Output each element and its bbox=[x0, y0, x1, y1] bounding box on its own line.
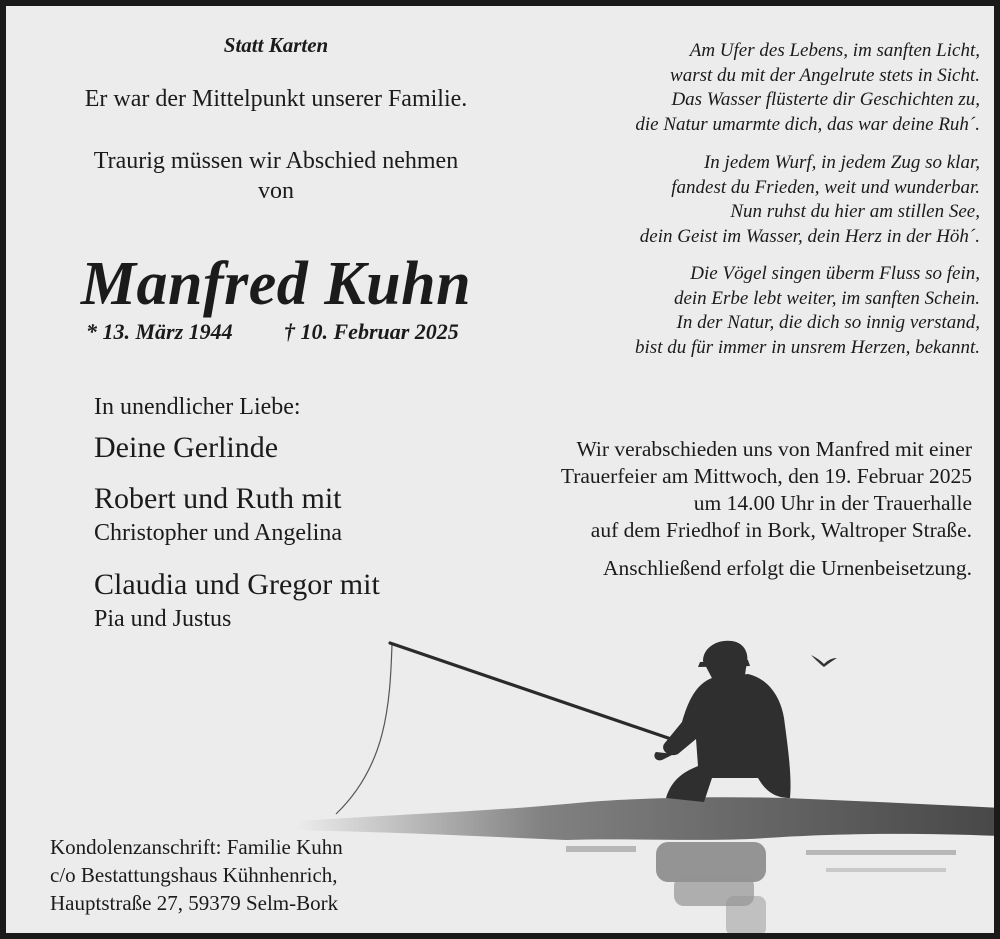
abschied-line-2: von bbox=[258, 178, 294, 204]
ceremony-line: auf dem Friedhof in Bork, Waltroper Straße. bbox=[590, 518, 972, 542]
poem-line: dein Erbe lebt weiter, im sanften Schein. bbox=[673, 287, 980, 309]
ceremony-note: Anschließend erfolgt die Urnenbeisetzung. bbox=[603, 556, 972, 580]
deceased-name: Manfred Kuhn bbox=[80, 250, 472, 318]
mourner-family-1-children: Christopher und Angelina bbox=[94, 520, 342, 546]
mourner-family-2-children: Pia und Justus bbox=[94, 606, 232, 632]
mourner-spouse: Deine Gerlinde bbox=[94, 431, 279, 464]
ceremony-line: um 14.00 Uhr in der Trauerhalle bbox=[693, 491, 972, 515]
mourner-family-2: Claudia und Gregor mit bbox=[94, 568, 380, 601]
bird-shape bbox=[811, 655, 837, 667]
tagline: Er war der Mittelpunkt unserer Familie. bbox=[84, 86, 468, 112]
shoreline-shape bbox=[296, 797, 1000, 840]
poem-stanza-2 bbox=[640, 151, 980, 249]
condolence-line-1: Kondolenzanschrift: Familie Kuhn bbox=[50, 835, 343, 859]
statt-karten-label: Statt Karten bbox=[223, 33, 329, 57]
poem-line: bist du für immer in unsrem Herzen, bekannt. bbox=[635, 336, 980, 358]
poem-line: fandest du Frieden, weit und wunderbar. bbox=[671, 176, 980, 198]
abschied-line-1: Traurig müssen wir Abschied nehmen bbox=[93, 148, 459, 174]
poem-line: In der Natur, die dich so innig verstand, bbox=[676, 312, 980, 333]
fishing-rod bbox=[390, 643, 674, 740]
poem-line: die Natur umarmte dich, das war deine Ruh´. bbox=[635, 113, 980, 135]
poem-line: warst du mit der Angelrute stets in Sicht. bbox=[670, 64, 980, 86]
birth-date: * 13. März 1944 bbox=[86, 319, 233, 344]
poem-line: In jedem Wurf, in jedem Zug so klar, bbox=[703, 152, 980, 173]
poem-line: dein Geist im Wasser, dein Herz in der Höh´. bbox=[639, 225, 980, 247]
condolence-line-2: c/o Bestattungshaus Kühnhenrich, bbox=[50, 863, 338, 887]
ceremony-line: Trauerfeier am Mittwoch, den 19. Februar 2025 bbox=[560, 464, 972, 488]
condolence-line-3: Hauptstraße 27, 59379 Selm-Bork bbox=[50, 891, 339, 915]
poem-line: Am Ufer des Lebens, im sanften Licht, bbox=[689, 40, 980, 61]
mourner-family-1: Robert und Ruth mit bbox=[94, 482, 342, 515]
death-date: † 10. Februar 2025 bbox=[284, 319, 459, 344]
condolence-address bbox=[50, 833, 343, 917]
poem-line: Das Wasser flüsterte dir Geschichten zu, bbox=[671, 89, 980, 110]
ceremony-info bbox=[561, 436, 972, 544]
ceremony-line: Wir verabschieden uns von Manfred mit einer bbox=[576, 437, 972, 461]
poem-line: Die Vögel singen überm Fluss so fein, bbox=[690, 263, 980, 284]
mourners-intro: In unendlicher Liebe: bbox=[94, 394, 301, 420]
water-reflection bbox=[566, 842, 956, 936]
fishing-line bbox=[336, 644, 392, 814]
fisherman-figure bbox=[654, 641, 790, 802]
poem-stanza-3 bbox=[635, 262, 980, 360]
poem-stanza-1 bbox=[635, 39, 980, 137]
poem-line: Nun ruhst du hier am stillen See, bbox=[730, 201, 980, 222]
